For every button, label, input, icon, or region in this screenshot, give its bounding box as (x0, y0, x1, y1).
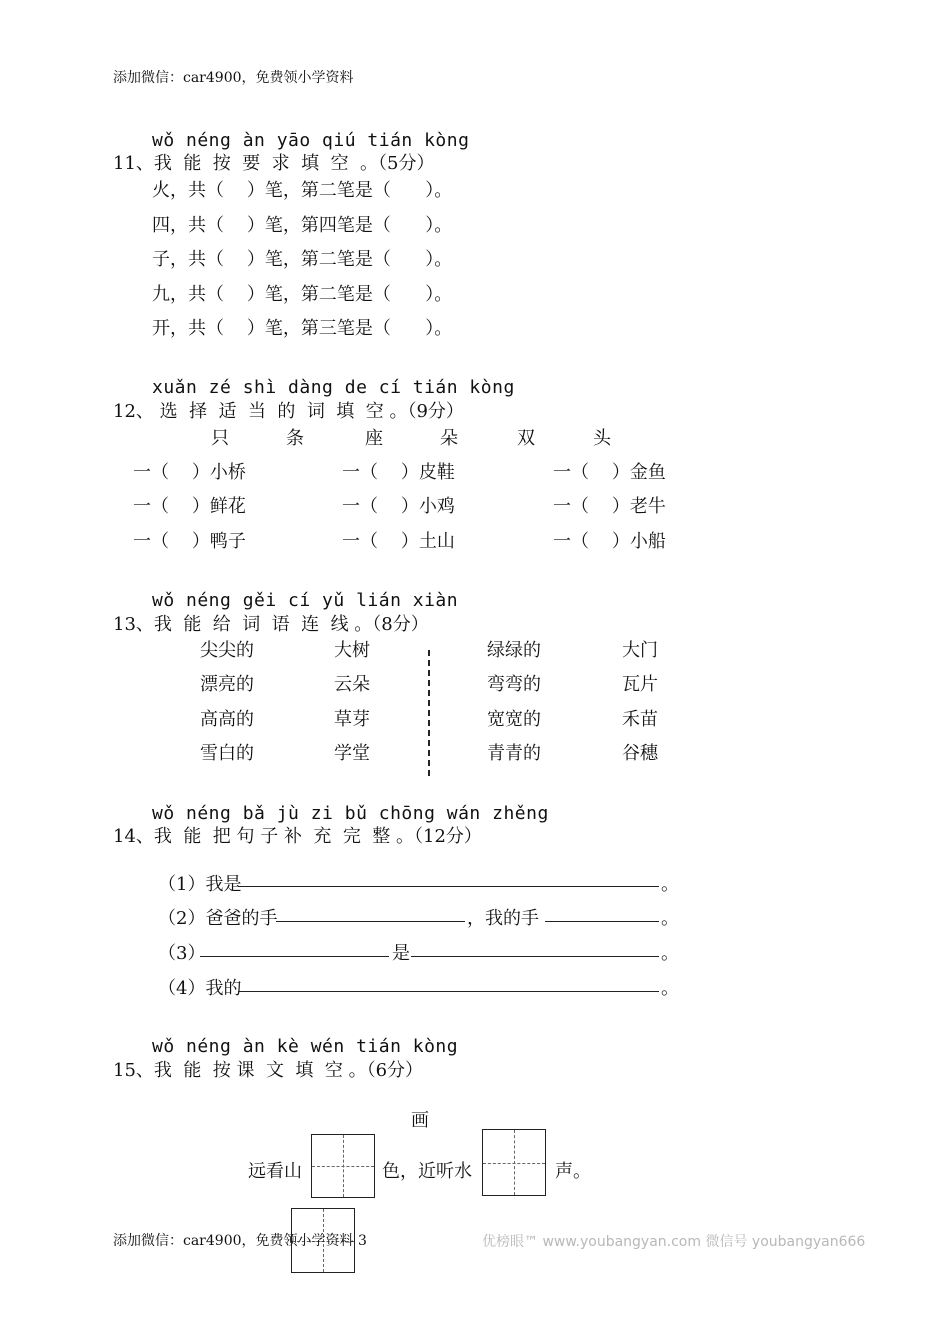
q12-option-6: 头 (593, 428, 611, 449)
poem-title: 画 (411, 1110, 429, 1131)
q13-word: 雪白的 (200, 743, 254, 764)
q14-item-2-mid: ，我的手 (467, 908, 539, 929)
q15-title: 15、我 能 按 课 文 填 空 。（6分） (113, 1060, 424, 1081)
q11-row-5: 开，共（ ）笔，第三笔是（ ）。 (152, 318, 453, 339)
poem-line-part: 声。 (555, 1161, 591, 1182)
q12-cell: 一（ ）小船 (553, 531, 666, 552)
watermark: 优榜眼™ www.youbangyan.com 微信号 youbangyan666 (482, 1234, 866, 1250)
q13-word: 绿绿的 (487, 640, 541, 661)
period: 。 (661, 978, 679, 999)
q12-cell: 一（ ）小鸡 (342, 496, 455, 517)
q11-row-1: 火，共（ ）笔，第二笔是（ ）。 (152, 180, 453, 201)
poem-line-part: 色，近听水 (382, 1161, 472, 1182)
q12-cell: 一（ ）土山 (342, 531, 455, 552)
q13-word: 谷穗 (622, 743, 658, 764)
q13-word: 高高的 (200, 709, 254, 730)
period: 。 (661, 908, 679, 929)
q12-pinyin: xuǎn zé shì dàng de cí tián kòng (152, 377, 515, 398)
answer-line[interactable] (276, 921, 465, 922)
q13-word: 尖尖的 (200, 640, 254, 661)
q11-title: 11、我 能 按 要 求 填 空 。（5分） (113, 153, 435, 174)
answer-line[interactable] (411, 956, 659, 957)
answer-line[interactable] (238, 886, 659, 887)
q12-title: 12、 选 择 适 当 的 词 填 空 。（9分） (113, 401, 464, 422)
poem-line-part: 远看山 (248, 1161, 302, 1182)
q13-title: 13、我 能 给 词 语 连 线 。（8分） (113, 614, 429, 635)
q14-item-1-label: （1）我是 (158, 874, 242, 895)
q13-word: 大门 (622, 640, 658, 661)
q11-row-2: 四，共（ ）笔，第四笔是（ ）。 (152, 215, 453, 236)
q13-word: 禾苗 (622, 709, 658, 730)
header-note: 添加微信：car4900，免费领小学资料 (113, 70, 354, 86)
answer-line[interactable] (200, 956, 389, 957)
q12-cell: 一（ ）老牛 (553, 496, 666, 517)
period: 。 (661, 874, 679, 895)
q14-item-4-label: （4）我的 (158, 978, 242, 999)
q12-cell: 一（ ）鲜花 (133, 496, 246, 517)
q15-pinyin: wǒ néng àn kè wén tián kòng (152, 1036, 459, 1057)
q13-word: 青青的 (487, 743, 541, 764)
q14-pinyin: wǒ néng bǎ jù zi bǔ chōng wán zhěng (152, 803, 549, 824)
q12-cell: 一（ ）小桥 (133, 462, 246, 483)
q12-option-5: 双 (517, 428, 535, 449)
q14-item-2-label: （2）爸爸的手 (158, 908, 278, 929)
q13-pinyin: wǒ néng gěi cí yǔ lián xiàn (152, 590, 459, 611)
q13-word: 漂亮的 (200, 674, 254, 695)
writing-grid-box[interactable] (311, 1134, 375, 1198)
period: 。 (661, 943, 679, 964)
writing-grid-box[interactable] (482, 1129, 546, 1196)
q13-word: 大树 (334, 640, 370, 661)
answer-line[interactable] (545, 921, 659, 922)
q13-word: 宽宽的 (487, 709, 541, 730)
q12-cell: 一（ ）鸭子 (133, 531, 246, 552)
q12-option-3: 座 (365, 428, 383, 449)
q11-row-4: 九，共（ ）笔，第二笔是（ ）。 (152, 284, 453, 305)
q13-word: 云朵 (334, 674, 370, 695)
q11-pinyin: wǒ néng àn yāo qiú tián kòng (152, 130, 470, 151)
q14-item-3-mid: 是 (392, 943, 410, 964)
q11-row-3: 子，共（ ）笔，第二笔是（ ）。 (152, 249, 453, 270)
q13-word: 学堂 (334, 743, 370, 764)
q14-item-3-label: （3） (158, 943, 206, 964)
q12-cell: 一（ ）金鱼 (553, 462, 666, 483)
q12-cell: 一（ ）皮鞋 (342, 462, 455, 483)
q13-word: 弯弯的 (487, 674, 541, 695)
footer-note: 添加微信：car4900，免费领小学资料 3 (113, 1233, 367, 1249)
q12-option-1: 只 (211, 428, 229, 449)
q12-option-2: 条 (286, 428, 304, 449)
q13-divider (428, 650, 430, 776)
q12-option-4: 朵 (440, 428, 458, 449)
q14-title: 14、我 能 把 句 子 补 充 完 整 。（12分） (113, 826, 482, 847)
answer-line[interactable] (238, 991, 659, 992)
q13-word: 草芽 (334, 709, 370, 730)
q13-word: 瓦片 (622, 674, 658, 695)
